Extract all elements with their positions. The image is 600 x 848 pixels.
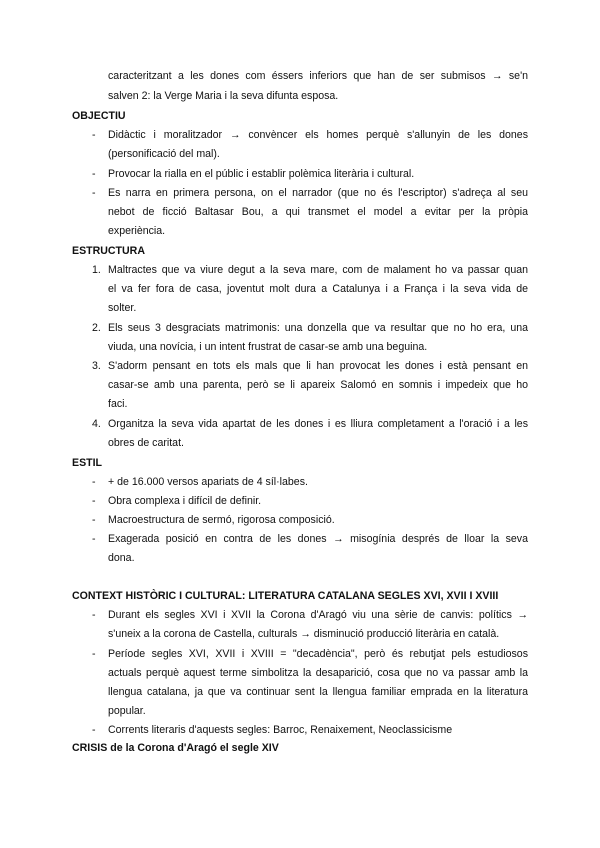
context-item-2-line-1: Període segles XVI, XVII i XVIII = "decadència", però és rebutjat pels estudiosos [108, 648, 528, 660]
objectiu-item-3-line-1: Es narra en primera persona, on el narrador (que no és l'escriptor) s'adreça al seu [108, 187, 528, 199]
estil-item-4-line-1: Exagerada posició en contra de les dones → misogínia després de lloar la seva [108, 533, 528, 545]
context-heading: CONTEXT HISTÒRIC I CULTURAL: LITERATURA CATALANA SEGLES XVI, XVII I XVIII [72, 590, 499, 602]
objectiu-item-3-line-3: experiència. [108, 225, 166, 237]
estructura-item-1-line-2: el va fer fora de casa, joventut molt dura a Catalunya i a França i la seva vida de [108, 283, 528, 295]
context-item-2-line-2: actuals perquè aquest terme simbolitza la desaparició, cosa que no va passar amb la [108, 667, 528, 679]
objectiu-item-3-line-2: nebot de ficció Baltasar Bou, a qui transmet el model a evitar per la pròpia [108, 206, 528, 218]
context-item-2-line-4: popular. [108, 705, 146, 717]
context-item-3-line-1: Corrents literaris d'aquests segles: Barroc, Renaixement, Neoclassicisme [108, 724, 453, 736]
estil-item-1-line-1: + de 16.000 versos apariats de 4 síl·labes. [108, 476, 308, 488]
context-item-3-marker: - [92, 724, 96, 736]
estructura-item-4-marker: 4. [92, 418, 101, 430]
context-item-1-line-1: Durant els segles XVI i XVII la Corona d'Aragó viu una sèrie de canvis: polítics → [108, 609, 528, 621]
estructura-item-1-line-3: solter. [108, 302, 137, 314]
context-item-1-line-2: s'uneix a la corona de Castella, culturals → disminució producció literària en català. [108, 628, 500, 640]
objectiu-item-2-line-1: Provocar la rialla en el públic i establir polèmica literària i cultural. [108, 168, 415, 180]
estructura-item-2-marker: 2. [92, 322, 101, 334]
estructura-item-4-line-2: obres de caritat. [108, 437, 184, 449]
context-item-2-marker: - [92, 648, 96, 660]
context-item-2-line-3: llengua catalana, ja que va continuar sent la llengua familiar emprada en la literatura [108, 686, 528, 698]
intro-line-2: salven 2: la Verge Maria i la seva difunta esposa. [108, 90, 339, 102]
estructura-item-1-line-1: Maltractes que va viure degut a la seva mare, com de malament ho va passar quan [108, 264, 528, 276]
estructura-item-3-line-2: casar-se amb una parenta, però se li apareix Salomó en somnis i impedeix que ho [108, 379, 528, 391]
objectiu-item-1-line-1: Didàctic i moralitzador → convèncer els homes perquè s'allunyin de les dones [108, 129, 528, 141]
estructura-item-3-marker: 3. [92, 360, 101, 372]
estil-item-2-marker: - [92, 495, 96, 507]
estil-item-4-marker: - [92, 533, 96, 545]
estil-item-1-marker: - [92, 476, 96, 488]
context-item-1-marker: - [92, 609, 96, 621]
estil-item-3-line-1: Macroestructura de sermó, rigorosa composició. [108, 514, 335, 526]
estructura-item-4-line-1: Organitza la seva vida apartat de les dones i es lliura completament a l'oració i a les [108, 418, 528, 430]
intro-line-1: caracteritzant a les dones com éssers inferiors que han de ser submisos → se'n [108, 70, 528, 82]
objectiu-item-1-marker: - [92, 129, 96, 141]
objectiu-item-1-line-2: (personificació del mal). [108, 148, 220, 160]
estructura-item-2-line-1: Els seus 3 desgraciats matrimonis: una donzella que va resultar que no ho era, una [108, 322, 528, 334]
estil-heading: ESTIL [72, 457, 103, 469]
objectiu-heading: OBJECTIU [72, 110, 126, 122]
estil-item-3-marker: - [92, 514, 96, 526]
objectiu-item-3-marker: - [92, 187, 96, 199]
estil-item-2-line-1: Obra complexa i difícil de definir. [108, 495, 262, 507]
estructura-item-1-marker: 1. [92, 264, 101, 276]
estructura-item-2-line-2: viuda, una novícia, i un intent frustrat de casar-se amb una beguina. [108, 341, 428, 353]
estructura-item-3-line-1: S'adorm pensant en tots els mals que li han provocat les dones i està pensant en [108, 360, 528, 372]
estil-item-4-line-2: dona. [108, 552, 135, 564]
estructura-item-3-line-3: faci. [108, 398, 128, 410]
objectiu-item-2-marker: - [92, 168, 96, 180]
crisis-heading: CRISIS de la Corona d'Aragó el segle XIV [72, 742, 279, 754]
estructura-heading: ESTRUCTURA [72, 245, 145, 257]
